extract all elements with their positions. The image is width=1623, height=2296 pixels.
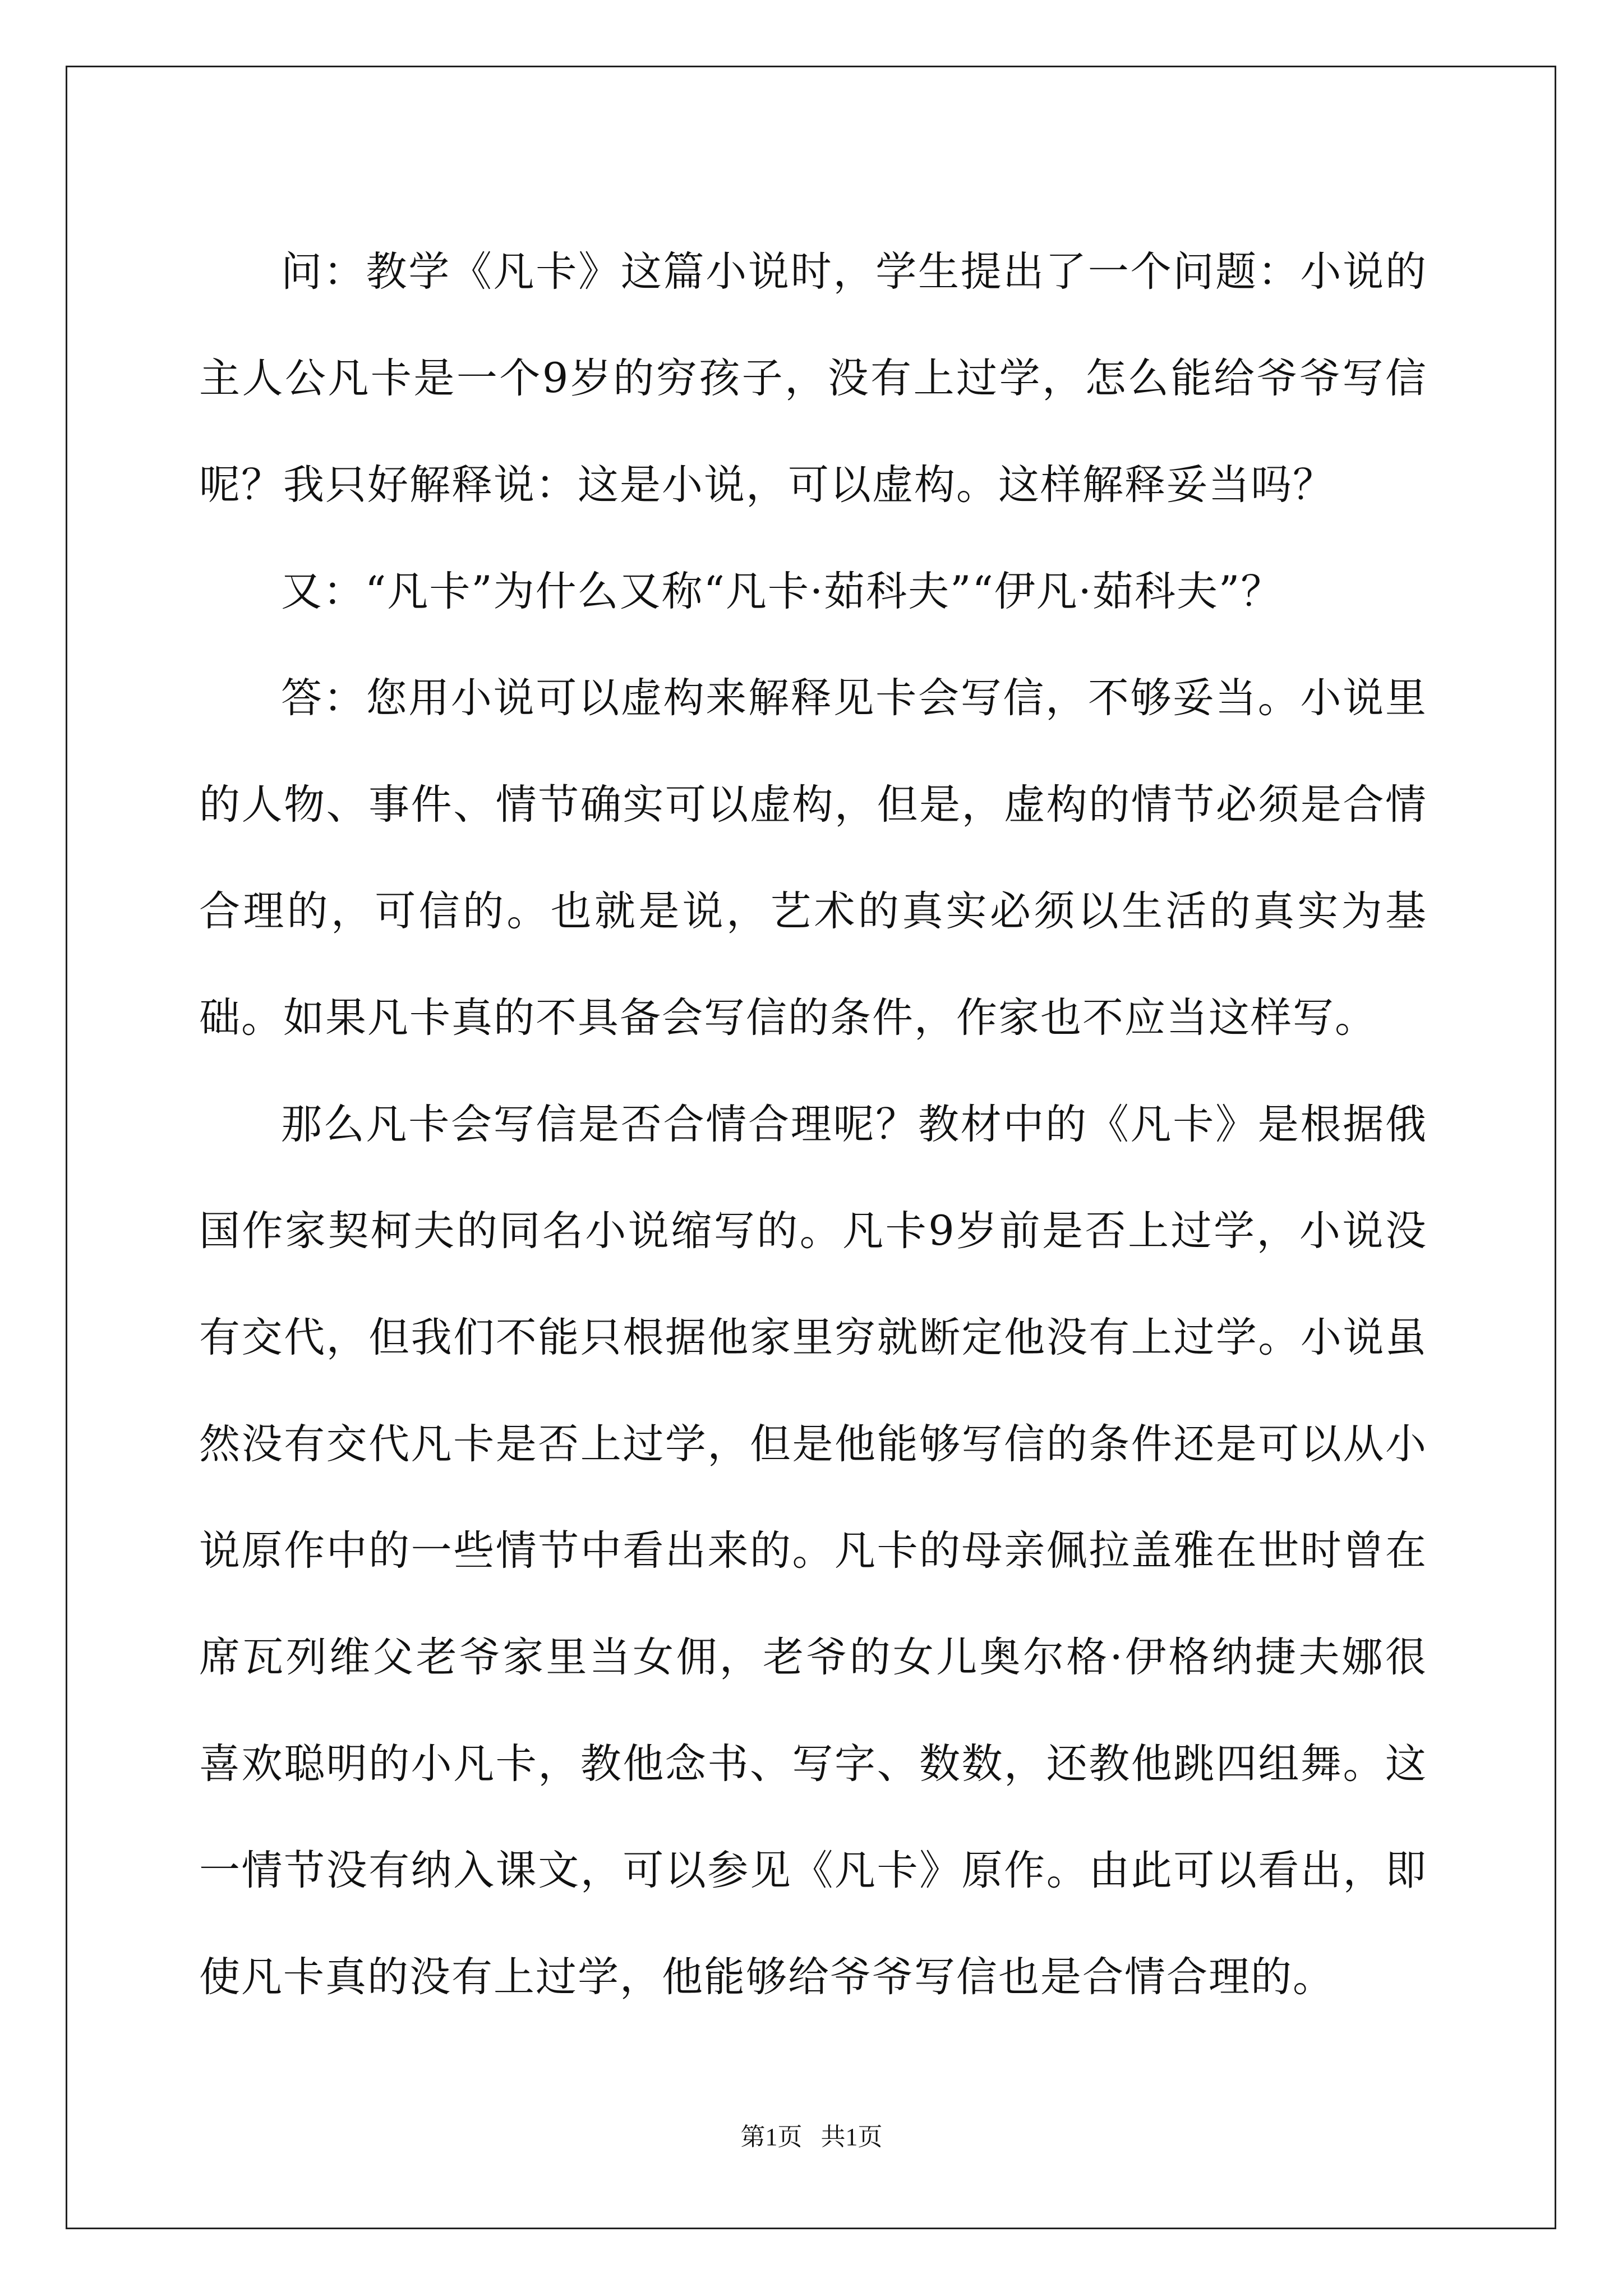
explanation-paragraph: 那么凡卡会写信是否合情合理呢？教材中的《凡卡》是根据俄国作家契柯夫的同名小说缩写的。凡卡9岁前是否上过学，小说没有交代，但我们不能只根据他家里穷就断定他没有上过学。小说虽然没有交代凡卡是否上过学，但是他能够写信的条件还是可以从小说原作中的一些情节中看出来的。凡卡的母亲佩拉盖雅在世时曾在席瓦列维父老爷家里当女佣，老爷的女儿奥尔格·伊格纳捷夫娜很喜欢聪明的小凡卡，教他念书、写字、数数，还教他跳四组舞。这一情节没有纳入课文，可以参见《凡卡》原作。由此可以看出，即使凡卡真的没有上过学，他能够给爷爷写信也是合情合理的。 bbox=[199, 1101, 1427, 2001]
page-number-footer: 第1页 共1页 bbox=[740, 2123, 883, 2151]
document-body bbox=[199, 219, 1427, 2031]
followup-question-paragraph: 又：“凡卡”为什么又称“凡卡·茹科夫”“伊凡·茹科夫”？ bbox=[281, 568, 1283, 615]
answer-paragraph: 答：您用小说可以虚构来解释见卡会写信，不够妥当。小说里的人物、事件、情节确实可以虚构，但是，虚构的情节必须是合情合理的，可信的。也就是说，艺术的真实必须以生活的真实为基础。如果凡卡真的不具备会写信的条件，作家也不应当这样写。 bbox=[199, 674, 1427, 1042]
question-paragraph: 问：教学《凡卡》这篇小说时，学生提出了一个问题：小说的主人公凡卡是一个9岁的穷孩子，没有上过学，怎么能给爷爷写信呢？我只好解释说：这是小说，可以虚构。这样解释妥当吗？ bbox=[199, 248, 1427, 509]
